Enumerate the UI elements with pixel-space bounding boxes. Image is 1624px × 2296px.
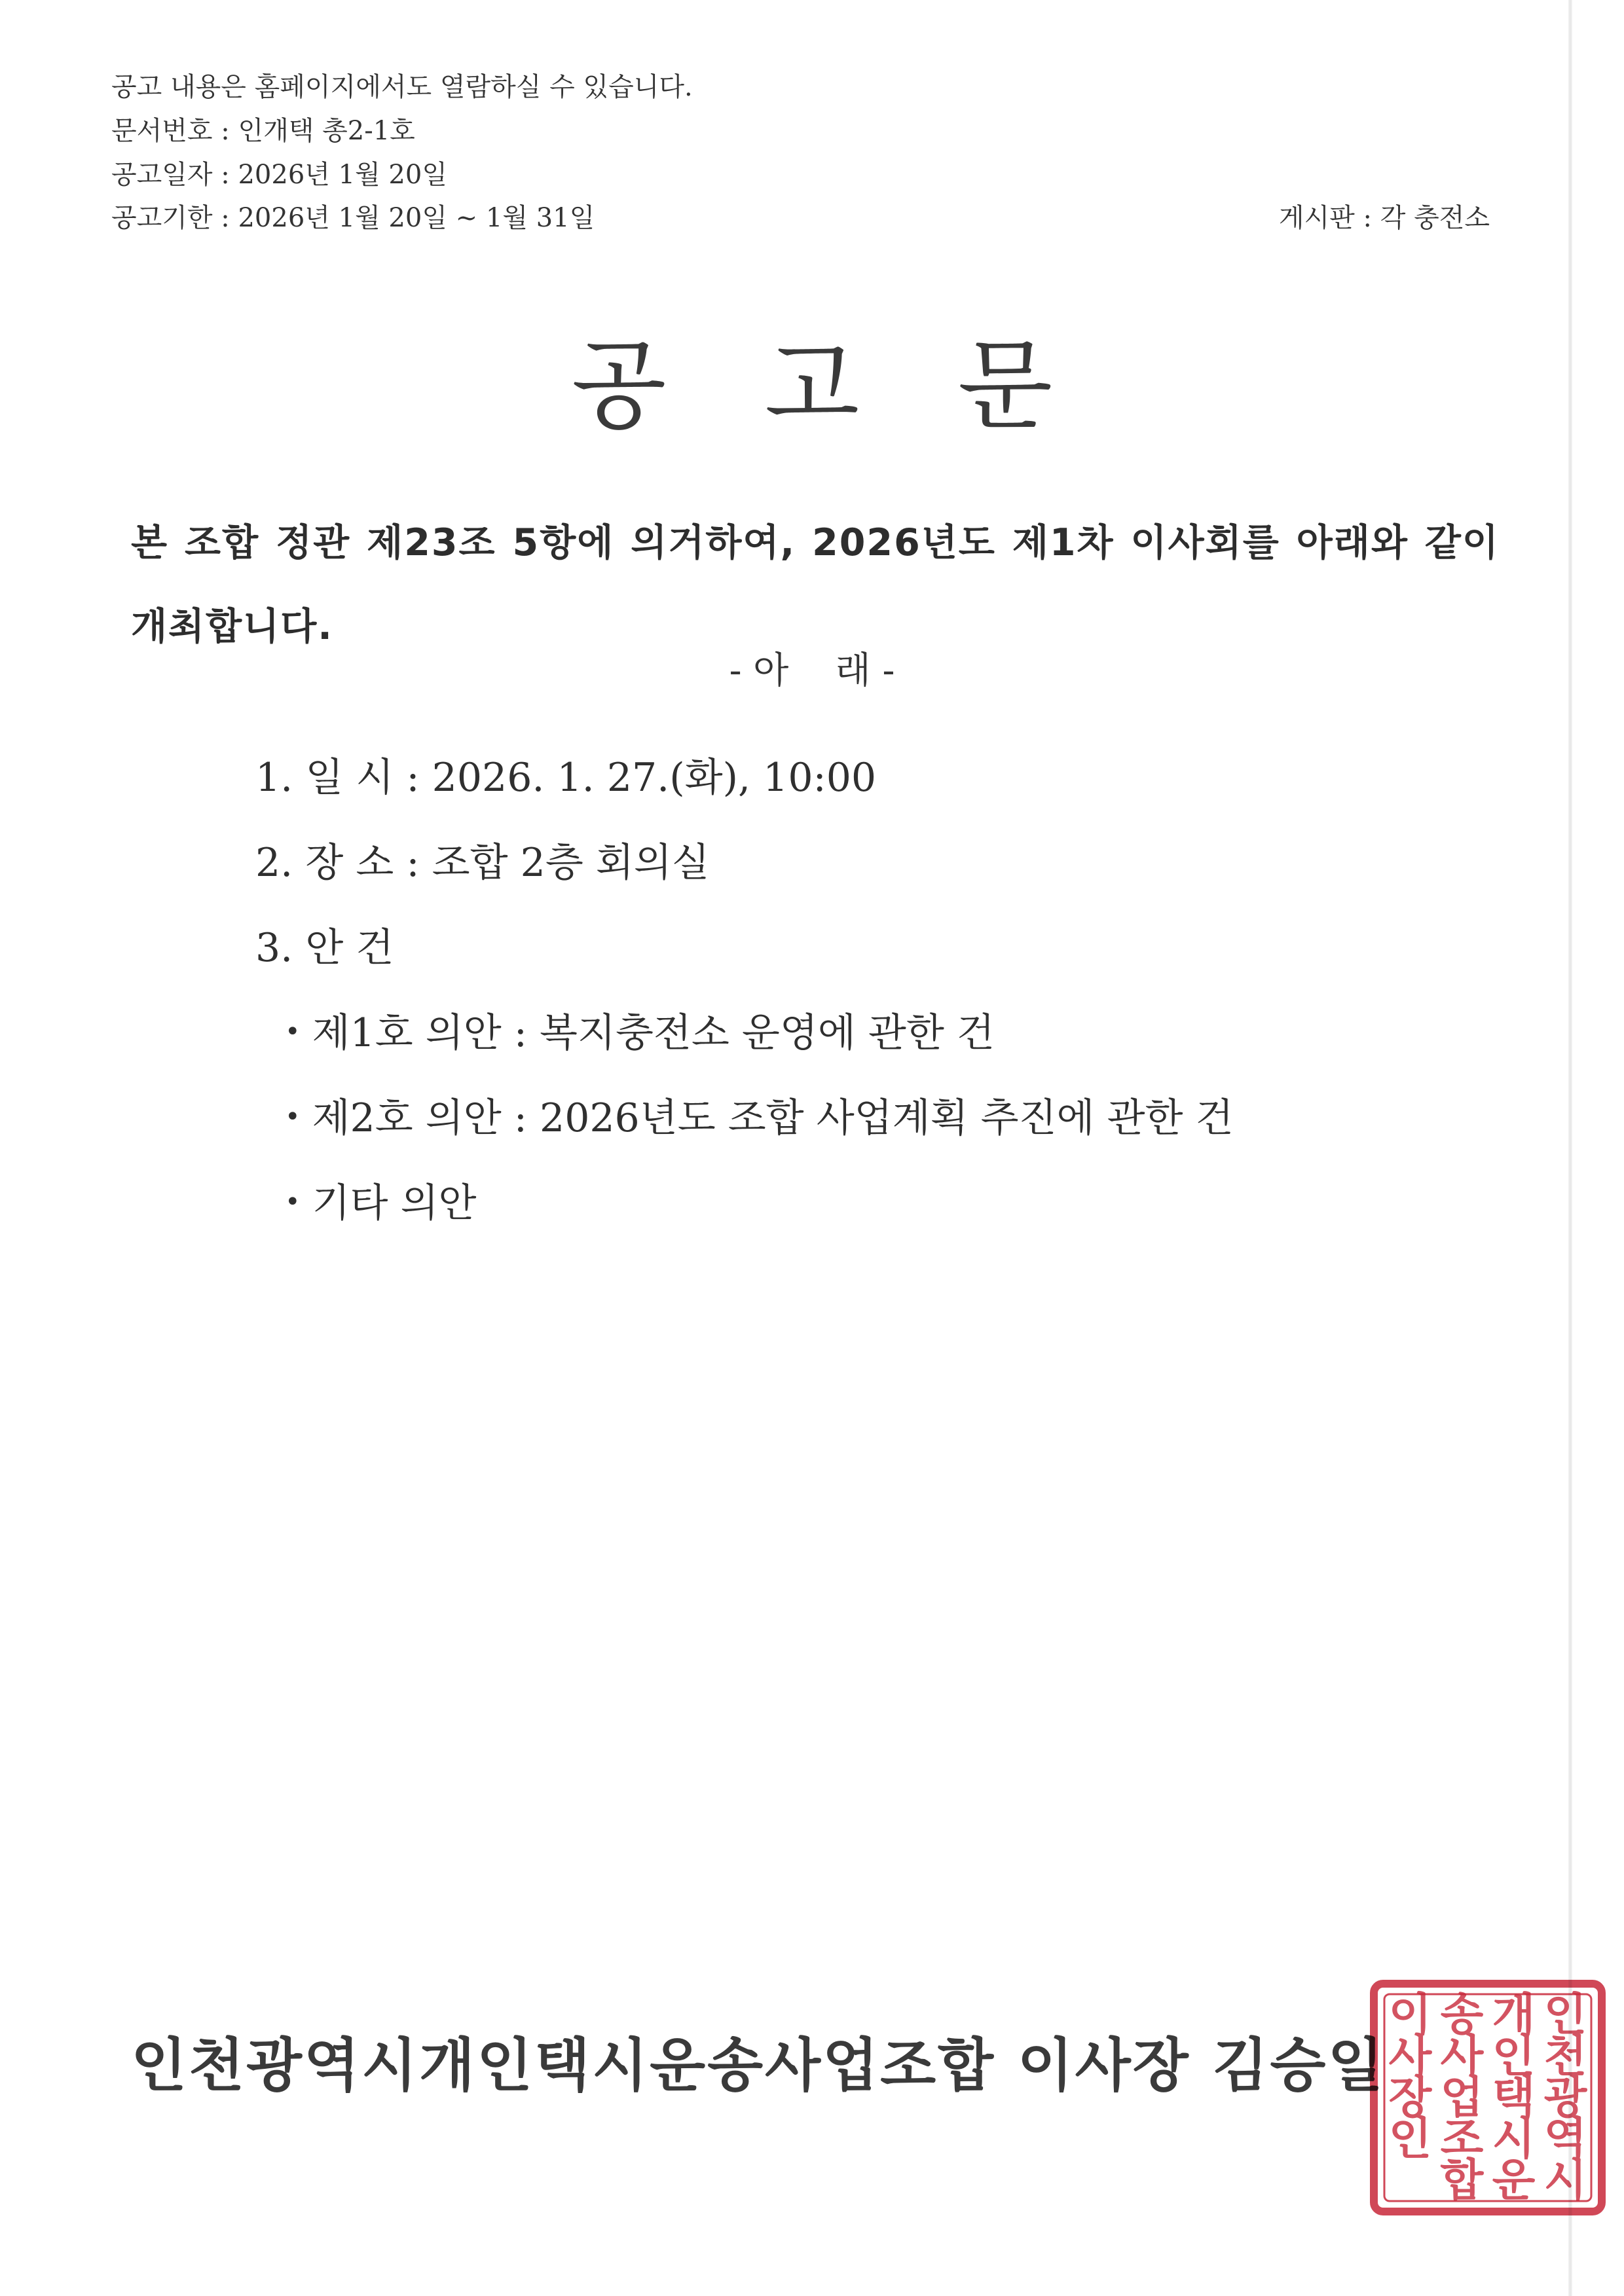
signature-line: 인천광역시개인택시운송사업조합 이사장 김승일 bbox=[131, 2032, 1386, 2099]
agenda-item-text: 제2호 의안 : 2026년도 조합 사업계획 추진에 관한 건 bbox=[312, 1095, 1234, 1141]
seal-glyph: 장 bbox=[1388, 2071, 1432, 2124]
bullet-icon: • bbox=[285, 1187, 301, 1218]
seal-glyph: 인 bbox=[1492, 2030, 1536, 2083]
seal-glyph: 인 bbox=[1543, 1988, 1587, 2041]
seal-glyph: 합 bbox=[1440, 2154, 1484, 2207]
seal-glyph: 운 bbox=[1492, 2154, 1536, 2207]
notice-period: 공고기한 : 2026년 1월 20일 ~ 1월 31일 bbox=[111, 203, 595, 233]
agenda-item-text: 기타 의안 bbox=[312, 1180, 477, 1226]
seal-glyph: 개 bbox=[1492, 1988, 1536, 2041]
agenda-item-2 bbox=[285, 1092, 1234, 1147]
seal-glyph: 시 bbox=[1543, 2154, 1587, 2207]
item-agenda-heading: 3. 안 건 bbox=[255, 925, 394, 971]
official-seal-icon bbox=[1367, 1977, 1608, 2218]
bullet-icon: • bbox=[285, 1102, 301, 1133]
agenda-item-text: 제1호 의안 : 복지충전소 운영에 관한 건 bbox=[312, 1010, 995, 1056]
item-datetime: 1. 일 시 : 2026. 1. 27.(화), 10:00 bbox=[255, 755, 877, 801]
document-number: 문서번호 : 인개택 총2-1호 bbox=[111, 116, 415, 146]
homepage-notice-line: 공고 내용은 홈페이지에서도 열람하실 수 있습니다. bbox=[111, 72, 693, 102]
agenda-item-1 bbox=[285, 1007, 995, 1062]
seal-glyph: 사 bbox=[1440, 2030, 1484, 2083]
seal-glyph: 업 bbox=[1440, 2071, 1484, 2124]
seal-glyph: 시 bbox=[1492, 2113, 1536, 2166]
seal-glyph: 송 bbox=[1440, 1988, 1484, 2041]
document-title: 공고문 bbox=[571, 329, 1151, 443]
seal-glyph: 광 bbox=[1543, 2071, 1587, 2124]
intro-paragraph: 본 조합 정관 제23조 5항에 의거하여, 2026년도 제1차 이사회를 아래와 같이 개최합니다. bbox=[131, 521, 1500, 648]
seal-glyph: 천 bbox=[1543, 2030, 1587, 2083]
seal-glyph: 조 bbox=[1440, 2113, 1484, 2166]
seal-glyph: 택 bbox=[1492, 2071, 1536, 2124]
seal-glyph: 사 bbox=[1388, 2030, 1432, 2083]
seal-glyph: 인 bbox=[1388, 2113, 1432, 2166]
item-location: 2. 장 소 : 조합 2층 회의실 bbox=[255, 840, 710, 886]
seal-glyph: 이 bbox=[1388, 1988, 1432, 2041]
bulletin-board: 게시판 : 각 충전소 bbox=[1278, 203, 1490, 233]
notice-date: 공고일자 : 2026년 1월 20일 bbox=[111, 160, 447, 190]
below-label: - 아 래 - bbox=[729, 649, 895, 692]
bullet-icon: • bbox=[285, 1017, 301, 1048]
seal-glyph: 역 bbox=[1543, 2113, 1587, 2166]
agenda-item-other bbox=[285, 1177, 477, 1232]
